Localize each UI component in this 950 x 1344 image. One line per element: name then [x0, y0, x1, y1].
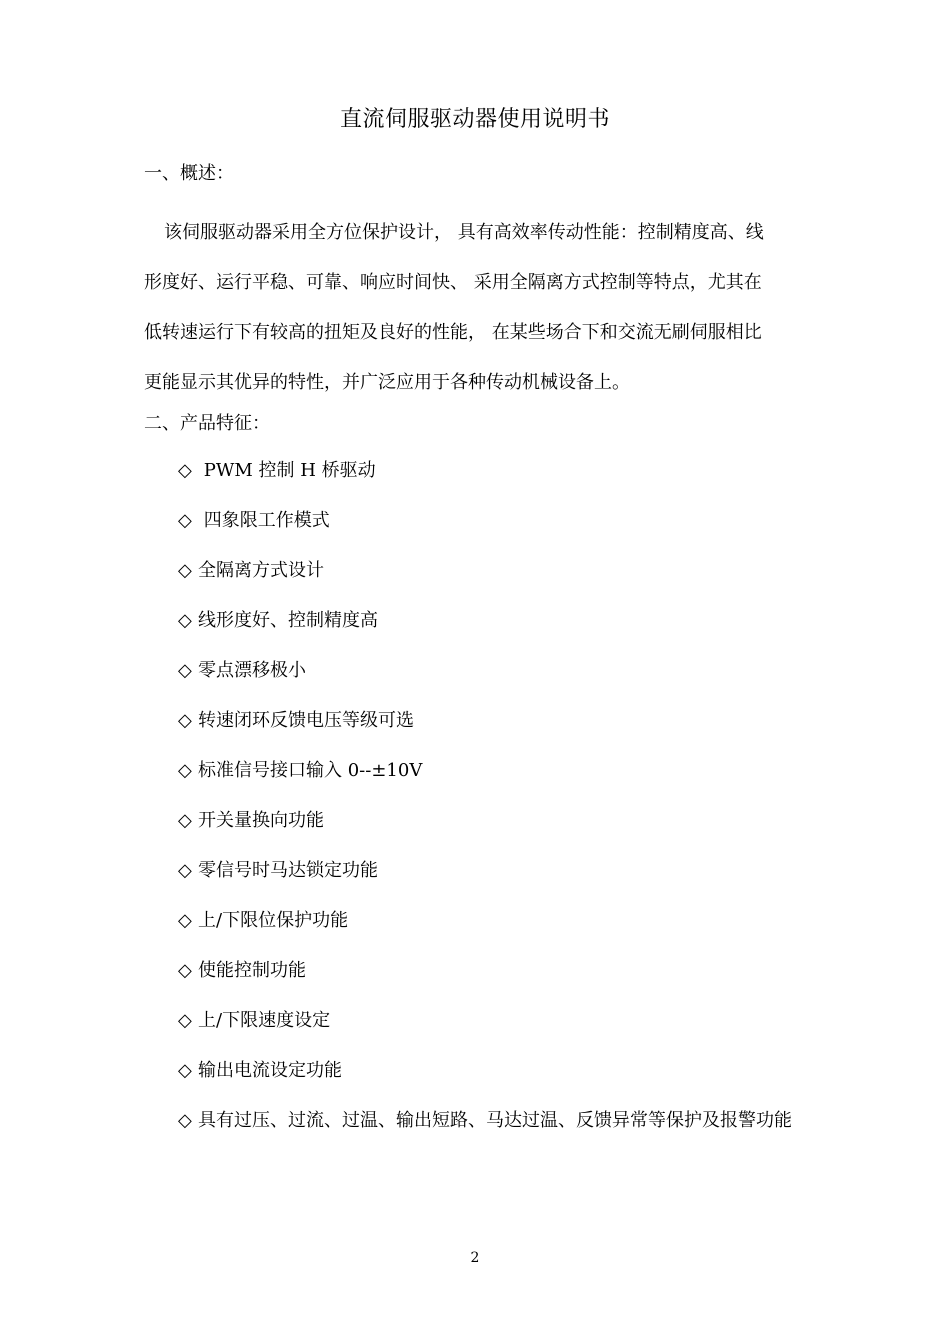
feature-list [178, 456, 818, 1136]
section-heading-overview: 一、概述： [144, 163, 234, 184]
overview-line: 该伺服驱动器采用全方位保护设计， 具有高效率传动性能：控制精度高、线 [164, 222, 764, 243]
feature-text: 输出电流设定功能 [198, 1060, 342, 1081]
feature-text: 零信号时马达锁定功能 [198, 860, 378, 881]
diamond-bullet-icon: ◇ [178, 510, 192, 531]
feature-text: 具有过压、过流、过温、输出短路、马达过温、反馈异常等保护及报警功能 [198, 1110, 792, 1131]
list-item [178, 706, 818, 756]
page-number: 2 [470, 1250, 480, 1266]
feature-text: 标准信号接口输入 0--±10V [198, 760, 423, 781]
feature-text: 零点漂移极小 [198, 660, 306, 681]
list-item [178, 506, 818, 556]
list-item [178, 1056, 818, 1106]
diamond-bullet-icon: ◇ [178, 560, 192, 581]
list-item [178, 856, 818, 906]
feature-text: 上/下限位保护功能 [198, 910, 349, 931]
diamond-bullet-icon: ◇ [178, 910, 192, 931]
diamond-bullet-icon: ◇ [178, 610, 192, 631]
feature-text: 转速闭环反馈电压等级可选 [198, 710, 414, 731]
diamond-bullet-icon: ◇ [178, 460, 192, 481]
feature-text: 线形度好、控制精度高 [198, 610, 378, 631]
overview-paragraph [144, 208, 810, 408]
overview-line: 形度好、运行平稳、可靠、响应时间快、 采用全隔离方式控制等特点，尤其在 [144, 272, 762, 293]
overview-line: 低转速运行下有较高的扭矩及良好的性能， 在某些场合下和交流无刷伺服相比 [144, 322, 762, 343]
list-item [178, 656, 818, 706]
diamond-bullet-icon: ◇ [178, 810, 192, 831]
diamond-bullet-icon: ◇ [178, 1060, 192, 1081]
overview-line: 更能显示其优异的特性，并广泛应用于各种传动机械设备上。 [144, 372, 630, 393]
list-item [178, 1106, 818, 1136]
diamond-bullet-icon: ◇ [178, 760, 192, 781]
diamond-bullet-icon: ◇ [178, 860, 192, 881]
list-item [178, 806, 818, 856]
feature-text: PWM 控制 H 桥驱动 [198, 460, 376, 481]
document-title: 直流伺服驱动器使用说明书 [339, 107, 610, 132]
feature-text: 使能控制功能 [198, 960, 306, 981]
feature-text: 四象限工作模式 [198, 510, 330, 531]
feature-text: 全隔离方式设计 [198, 560, 324, 581]
diamond-bullet-icon: ◇ [178, 710, 192, 731]
list-item [178, 456, 818, 506]
list-item [178, 756, 818, 806]
diamond-bullet-icon: ◇ [178, 1110, 192, 1131]
diamond-bullet-icon: ◇ [178, 1010, 192, 1031]
list-item [178, 906, 818, 956]
diamond-bullet-icon: ◇ [178, 660, 192, 681]
section-heading-features: 二、产品特征： [144, 413, 270, 434]
feature-text: 上/下限速度设定 [198, 1010, 331, 1031]
feature-text: 开关量换向功能 [198, 810, 324, 831]
list-item [178, 556, 818, 606]
list-item [178, 1006, 818, 1056]
list-item [178, 956, 818, 1006]
diamond-bullet-icon: ◇ [178, 960, 192, 981]
list-item [178, 606, 818, 656]
